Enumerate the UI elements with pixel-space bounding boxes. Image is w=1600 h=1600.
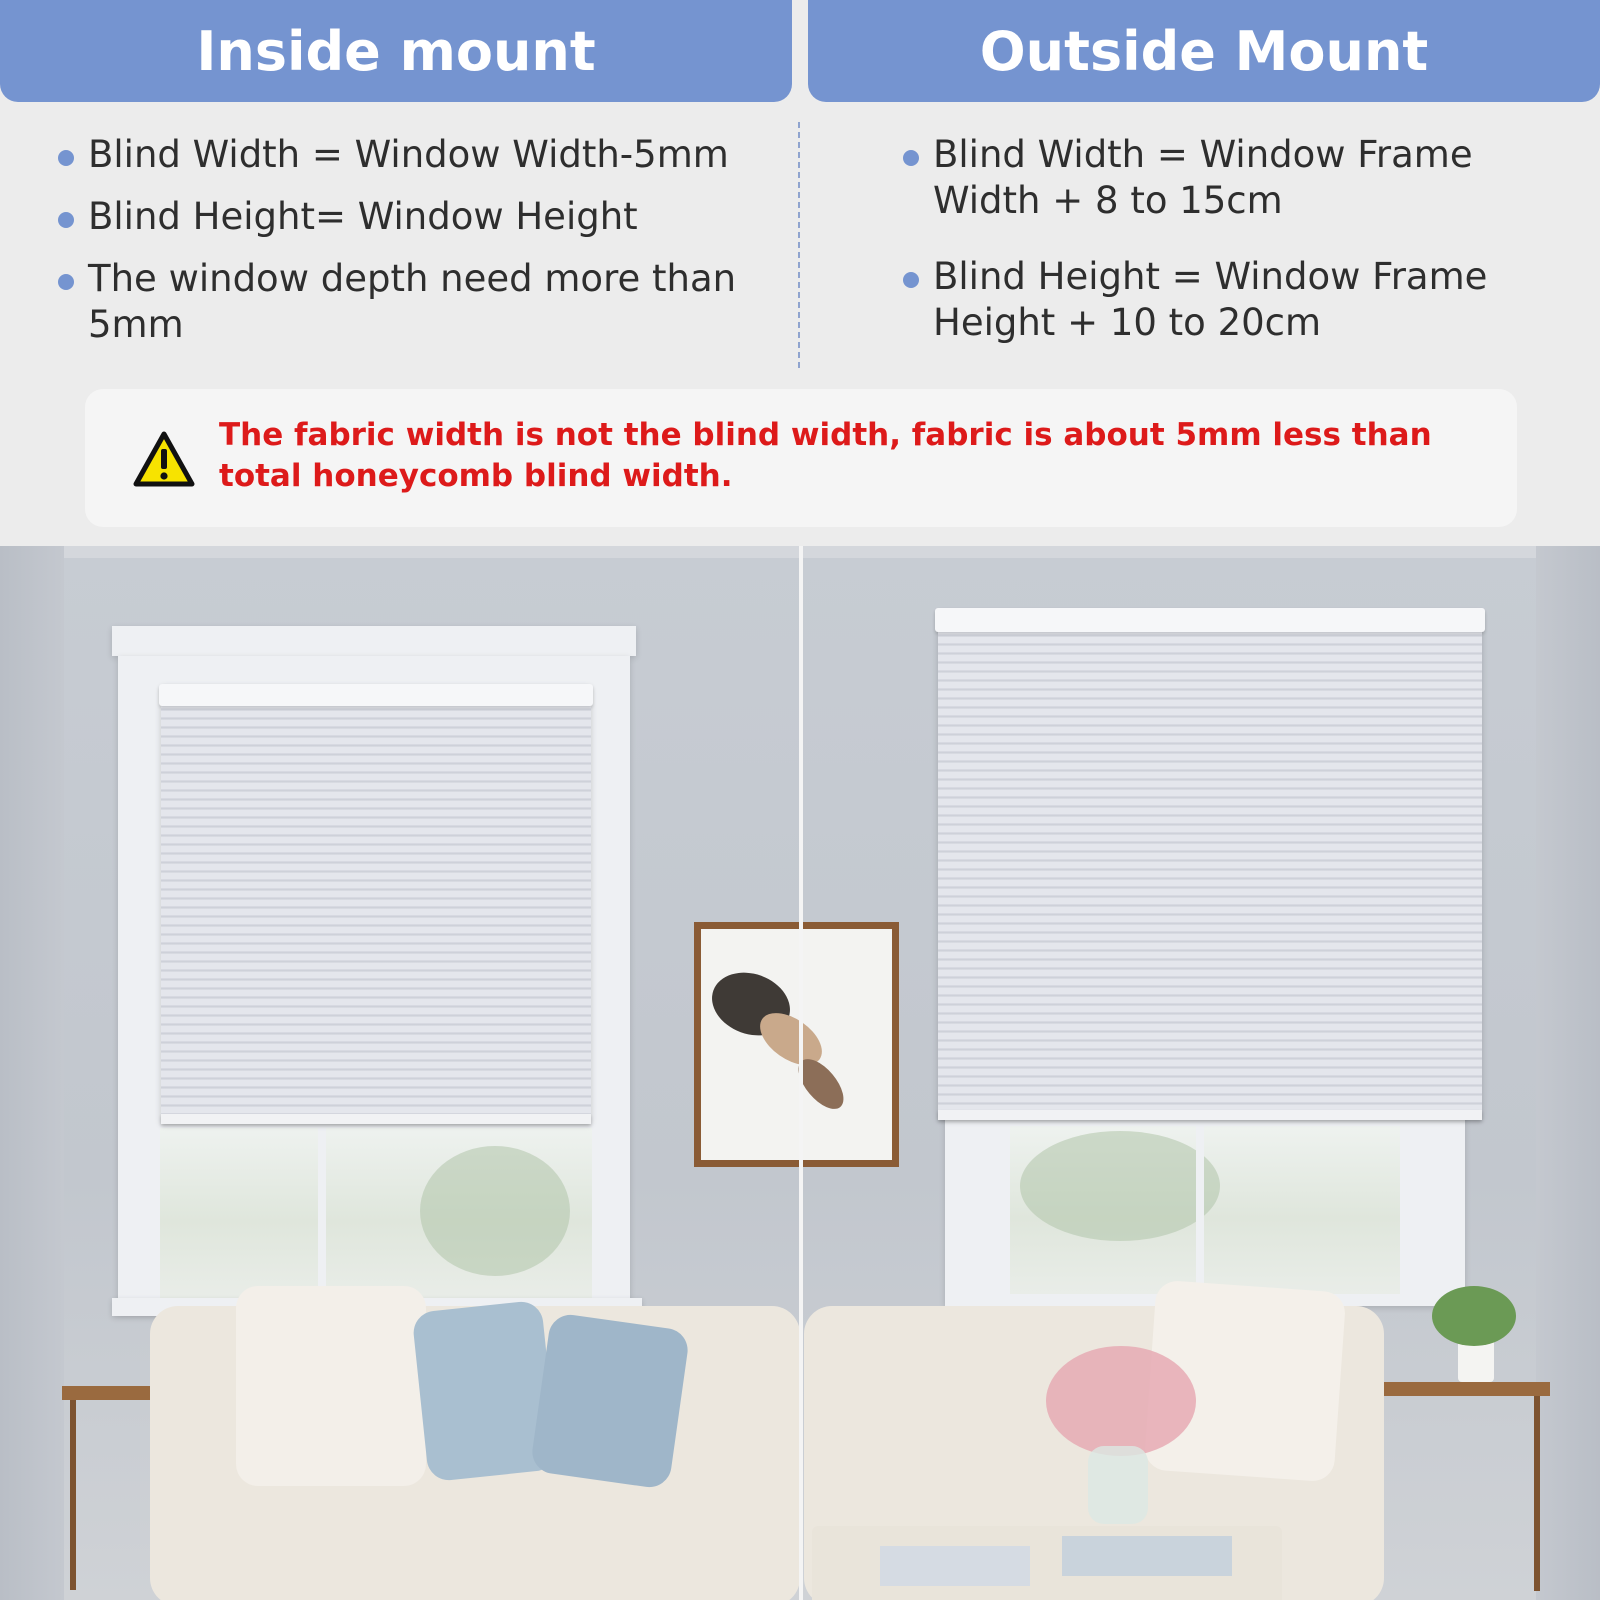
room-photo bbox=[0, 546, 1600, 1600]
list-item bbox=[58, 256, 758, 348]
fabric-width-notice bbox=[85, 389, 1517, 527]
inside-mount-blind bbox=[161, 684, 591, 1122]
bullet-dot-icon bbox=[58, 150, 74, 166]
left-wall bbox=[0, 546, 64, 1600]
column-divider bbox=[798, 122, 800, 368]
artwork-canvas bbox=[701, 929, 892, 1160]
inside-mount-title: Inside mount bbox=[0, 0, 792, 102]
window-mullion-left bbox=[318, 1128, 326, 1298]
bullet-dot-icon bbox=[903, 150, 919, 166]
table-leg bbox=[1534, 1396, 1540, 1591]
window-mullion-right bbox=[1196, 1126, 1204, 1294]
tree-left bbox=[420, 1146, 570, 1276]
book-stack bbox=[880, 1546, 1030, 1586]
outside-blind-headrail bbox=[935, 608, 1485, 632]
comparison-split-line bbox=[799, 546, 803, 1600]
bullet-dot-icon bbox=[903, 272, 919, 288]
inside-blind-headrail bbox=[159, 684, 593, 706]
right-wall bbox=[1536, 546, 1600, 1600]
table-leg bbox=[70, 1400, 76, 1590]
outside-width-rule: Blind Width = Window Frame Width + 8 to 15cm bbox=[933, 133, 1473, 222]
inside-mount-list bbox=[58, 132, 758, 364]
window-frame-head-left bbox=[112, 626, 636, 656]
inside-blind-bottomrail bbox=[161, 1114, 591, 1124]
outside-mount-title: Outside Mount bbox=[808, 0, 1600, 102]
list-item bbox=[903, 132, 1563, 224]
outside-mount-list bbox=[903, 132, 1563, 376]
book-stack bbox=[1062, 1536, 1232, 1576]
inside-depth-rule: The window depth need more than 5mm bbox=[88, 257, 737, 346]
outside-height-rule: Blind Height = Window Frame Height + 10 to 20cm bbox=[933, 255, 1488, 344]
bullet-dot-icon bbox=[58, 274, 74, 290]
list-item bbox=[58, 132, 758, 178]
inside-height-rule: Blind Height= Window Height bbox=[88, 195, 638, 238]
wall-artwork bbox=[694, 922, 899, 1167]
warning-icon bbox=[133, 431, 195, 487]
cushion-cream bbox=[236, 1286, 426, 1486]
list-item bbox=[903, 254, 1563, 346]
inside-width-rule: Blind Width = Window Width-5mm bbox=[88, 133, 729, 176]
list-item bbox=[58, 194, 758, 240]
outside-blind-bottomrail bbox=[938, 1110, 1482, 1120]
potted-plant bbox=[1432, 1286, 1516, 1346]
bullet-dot-icon bbox=[58, 212, 74, 228]
flower-bouquet bbox=[1046, 1346, 1196, 1456]
flower-vase bbox=[1088, 1446, 1148, 1524]
outside-mount-blind bbox=[938, 610, 1482, 1118]
cushion-blue bbox=[530, 1312, 691, 1490]
tree-right bbox=[1020, 1131, 1220, 1241]
notice-text: The fabric width is not the blind width, fabric is about 5mm less than total honeycomb blind width. bbox=[219, 417, 1432, 494]
